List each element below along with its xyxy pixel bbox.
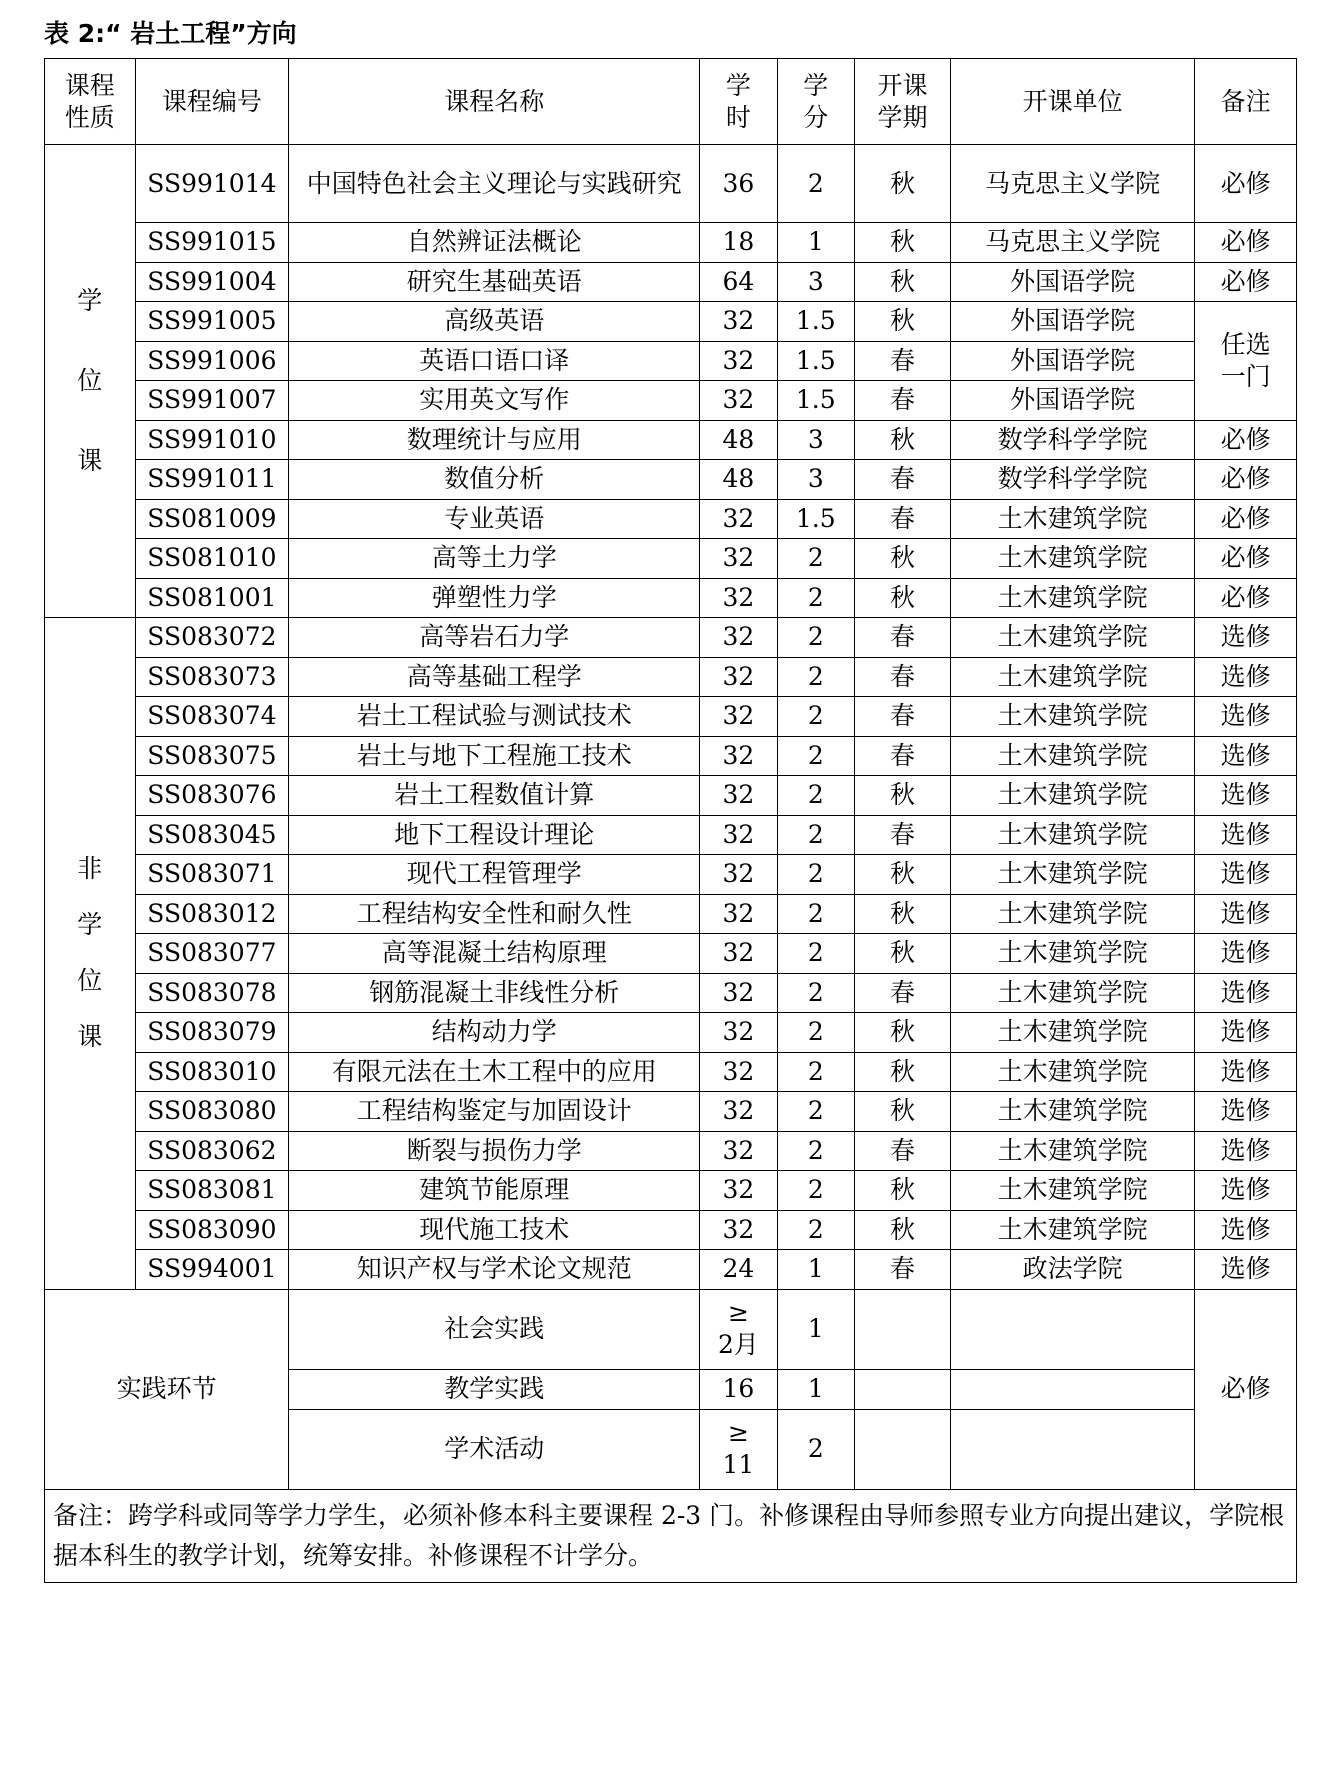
- course-term: 秋: [854, 1052, 950, 1092]
- course-credits: 1.5: [777, 381, 854, 421]
- course-code: SS991010: [135, 420, 289, 460]
- table-row: [45, 420, 1297, 460]
- practice-remark: 必修: [1195, 1289, 1297, 1489]
- course-term: 秋: [854, 223, 950, 263]
- course-term: 秋: [854, 894, 950, 934]
- course-dept: 土木建筑学院: [951, 1171, 1195, 1211]
- course-remark: 选修: [1195, 1250, 1297, 1290]
- table-row: [45, 381, 1297, 421]
- course-name: 工程结构安全性和耐久性: [289, 894, 700, 934]
- table-row: [45, 223, 1297, 263]
- practice-dept-empty: [951, 1409, 1195, 1489]
- course-credits: 2: [777, 855, 854, 895]
- course-name: 专业英语: [289, 499, 700, 539]
- table-row: [45, 499, 1297, 539]
- course-hours: 32: [700, 934, 777, 974]
- course-credits: 2: [777, 776, 854, 816]
- course-credits: 2: [777, 1013, 854, 1053]
- course-code: SS991005: [135, 302, 289, 342]
- header-term: 开课 学期: [854, 59, 950, 145]
- course-dept: 土木建筑学院: [951, 657, 1195, 697]
- course-hours: 32: [700, 736, 777, 776]
- course-remark: 选修: [1195, 973, 1297, 1013]
- course-hours: 32: [700, 341, 777, 381]
- course-term: 秋: [854, 934, 950, 974]
- course-term: 秋: [854, 855, 950, 895]
- course-term: 秋: [854, 1092, 950, 1132]
- table-row: [45, 934, 1297, 974]
- practice-dept-empty: [951, 1369, 1195, 1409]
- course-dept: 政法学院: [951, 1250, 1195, 1290]
- table-row: [45, 1131, 1297, 1171]
- course-dept: 土木建筑学院: [951, 973, 1195, 1013]
- course-code: SS083074: [135, 697, 289, 737]
- course-term: 春: [854, 1250, 950, 1290]
- course-credits: 2: [777, 1052, 854, 1092]
- table-row: [45, 618, 1297, 658]
- course-name: 知识产权与学术论文规范: [289, 1250, 700, 1290]
- course-hours: 32: [700, 1171, 777, 1211]
- course-term: 秋: [854, 1171, 950, 1211]
- course-remark: 选修: [1195, 776, 1297, 816]
- course-credits: 2: [777, 1092, 854, 1132]
- course-remark: 选修: [1195, 1092, 1297, 1132]
- practice-term-empty: [854, 1409, 950, 1489]
- course-name: 实用英文写作: [289, 381, 700, 421]
- course-credits: 2: [777, 657, 854, 697]
- header-remark: 备注: [1195, 59, 1297, 145]
- course-hours: 32: [700, 381, 777, 421]
- table-row: [45, 855, 1297, 895]
- practice-term-empty: [854, 1289, 950, 1369]
- course-name: 工程结构鉴定与加固设计: [289, 1092, 700, 1132]
- course-term: 春: [854, 618, 950, 658]
- practice-hours: ≥ 11: [700, 1409, 777, 1489]
- course-name: 数理统计与应用: [289, 420, 700, 460]
- course-hours: 18: [700, 223, 777, 263]
- course-credits: 2: [777, 539, 854, 579]
- course-credits: 1.5: [777, 341, 854, 381]
- course-code: SS991006: [135, 341, 289, 381]
- course-name: 地下工程设计理论: [289, 815, 700, 855]
- course-name: 钢筋混凝土非线性分析: [289, 973, 700, 1013]
- course-dept: 马克思主义学院: [951, 223, 1195, 263]
- table-row: [45, 776, 1297, 816]
- course-remark: 选修: [1195, 1171, 1297, 1211]
- table-row: [45, 815, 1297, 855]
- course-credits: 3: [777, 460, 854, 500]
- course-hours: 24: [700, 1250, 777, 1290]
- course-code: SS081009: [135, 499, 289, 539]
- course-code: SS083010: [135, 1052, 289, 1092]
- course-dept: 土木建筑学院: [951, 618, 1195, 658]
- course-credits: 1: [777, 223, 854, 263]
- course-remark: 任选 一门: [1195, 302, 1297, 421]
- header-nature: 课程 性质: [45, 59, 136, 145]
- course-code: SS083090: [135, 1210, 289, 1250]
- course-credits: 2: [777, 1171, 854, 1211]
- course-credits: 2: [777, 697, 854, 737]
- course-name: 岩土与地下工程施工技术: [289, 736, 700, 776]
- course-term: 秋: [854, 1210, 950, 1250]
- course-dept: 土木建筑学院: [951, 539, 1195, 579]
- course-remark: 选修: [1195, 697, 1297, 737]
- course-dept: 土木建筑学院: [951, 1052, 1195, 1092]
- course-code: SS083045: [135, 815, 289, 855]
- course-dept: 数学科学学院: [951, 460, 1195, 500]
- course-hours: 32: [700, 1210, 777, 1250]
- course-remark: 选修: [1195, 894, 1297, 934]
- course-credits: 2: [777, 815, 854, 855]
- course-term: 秋: [854, 1013, 950, 1053]
- course-term: 春: [854, 499, 950, 539]
- course-credits: 2: [777, 578, 854, 618]
- header-code: 课程编号: [135, 59, 289, 145]
- course-name: 岩土工程试验与测试技术: [289, 697, 700, 737]
- course-name: 现代施工技术: [289, 1210, 700, 1250]
- course-term: 春: [854, 1131, 950, 1171]
- course-name: 断裂与损伤力学: [289, 1131, 700, 1171]
- course-name: 结构动力学: [289, 1013, 700, 1053]
- course-credits: 2: [777, 934, 854, 974]
- course-code: SS083075: [135, 736, 289, 776]
- course-name: 高等岩石力学: [289, 618, 700, 658]
- practice-hours: 16: [700, 1369, 777, 1409]
- practice-dept-empty: [951, 1289, 1195, 1369]
- practice-name: 社会实践: [289, 1289, 700, 1369]
- table-row: [45, 1092, 1297, 1132]
- practice-term-empty: [854, 1369, 950, 1409]
- table-row: [45, 1250, 1297, 1290]
- course-code: SS083076: [135, 776, 289, 816]
- course-code: SS991015: [135, 223, 289, 263]
- course-name: 英语口语口译: [289, 341, 700, 381]
- course-name: 自然辨证法概论: [289, 223, 700, 263]
- table-row: [45, 302, 1297, 342]
- course-credits: 2: [777, 145, 854, 223]
- course-remark: 必修: [1195, 223, 1297, 263]
- course-term: 秋: [854, 420, 950, 460]
- practice-credits: 1: [777, 1369, 854, 1409]
- course-table: [44, 58, 1297, 1583]
- practice-credits: 1: [777, 1289, 854, 1369]
- course-code: SS083078: [135, 973, 289, 1013]
- course-hours: 32: [700, 973, 777, 1013]
- course-name: 有限元法在土木工程中的应用: [289, 1052, 700, 1092]
- course-hours: 36: [700, 145, 777, 223]
- course-remark: 选修: [1195, 855, 1297, 895]
- course-hours: 32: [700, 302, 777, 342]
- course-dept: 土木建筑学院: [951, 499, 1195, 539]
- category-degree: 学 位 课: [45, 145, 136, 618]
- course-name: 岩土工程数值计算: [289, 776, 700, 816]
- course-hours: 32: [700, 618, 777, 658]
- course-dept: 土木建筑学院: [951, 736, 1195, 776]
- course-remark: 选修: [1195, 657, 1297, 697]
- course-credits: 2: [777, 736, 854, 776]
- note-text: 备注：跨学科或同等学力学生，必须补修本科主要课程 2-3 门。补修课程由导师参照专业方向提出建议，学院根据本科生的教学计划，统筹安排。补修课程不计学分。: [45, 1489, 1297, 1582]
- course-credits: 3: [777, 420, 854, 460]
- course-dept: 土木建筑学院: [951, 776, 1195, 816]
- note-row: [45, 1489, 1297, 1582]
- course-remark: 必修: [1195, 145, 1297, 223]
- course-dept: 土木建筑学院: [951, 815, 1195, 855]
- course-code: SS083012: [135, 894, 289, 934]
- course-dept: 土木建筑学院: [951, 855, 1195, 895]
- table-row: [45, 657, 1297, 697]
- header-row: [45, 59, 1297, 145]
- course-name: 建筑节能原理: [289, 1171, 700, 1211]
- course-dept: 外国语学院: [951, 262, 1195, 302]
- practice-name: 学术活动: [289, 1409, 700, 1489]
- course-term: 春: [854, 697, 950, 737]
- course-hours: 48: [700, 420, 777, 460]
- table-row: [45, 145, 1297, 223]
- table-row: [45, 460, 1297, 500]
- table-row: [45, 1052, 1297, 1092]
- course-hours: 32: [700, 1052, 777, 1092]
- practice-row: [45, 1289, 1297, 1369]
- table-caption: 表 2:“ 岩土工程”方向: [44, 19, 297, 48]
- course-dept: 数学科学学院: [951, 420, 1195, 460]
- course-remark: 选修: [1195, 815, 1297, 855]
- course-name: 现代工程管理学: [289, 855, 700, 895]
- course-remark: 必修: [1195, 262, 1297, 302]
- course-name: 高等土力学: [289, 539, 700, 579]
- course-name: 高等混凝土结构原理: [289, 934, 700, 974]
- course-remark: 选修: [1195, 1052, 1297, 1092]
- course-credits: 1.5: [777, 499, 854, 539]
- course-dept: 马克思主义学院: [951, 145, 1195, 223]
- course-credits: 2: [777, 1210, 854, 1250]
- course-hours: 32: [700, 499, 777, 539]
- course-dept: 外国语学院: [951, 302, 1195, 342]
- course-hours: 64: [700, 262, 777, 302]
- course-hours: 32: [700, 1092, 777, 1132]
- course-remark: 必修: [1195, 460, 1297, 500]
- table-row: [45, 736, 1297, 776]
- course-dept: 土木建筑学院: [951, 697, 1195, 737]
- course-code: SS991011: [135, 460, 289, 500]
- practice-name: 教学实践: [289, 1369, 700, 1409]
- course-code: SS083073: [135, 657, 289, 697]
- course-hours: 32: [700, 697, 777, 737]
- course-hours: 32: [700, 1013, 777, 1053]
- course-term: 春: [854, 973, 950, 1013]
- course-name: 中国特色社会主义理论与实践研究: [289, 145, 700, 223]
- table-row: [45, 894, 1297, 934]
- header-name: 课程名称: [289, 59, 700, 145]
- course-code: SS083077: [135, 934, 289, 974]
- course-remark: 必修: [1195, 420, 1297, 460]
- course-hours: 32: [700, 815, 777, 855]
- course-credits: 2: [777, 618, 854, 658]
- course-remark: 必修: [1195, 539, 1297, 579]
- practice-label: 实践环节: [45, 1289, 289, 1489]
- course-term: 春: [854, 460, 950, 500]
- course-name: 高级英语: [289, 302, 700, 342]
- course-term: 秋: [854, 578, 950, 618]
- course-dept: 外国语学院: [951, 341, 1195, 381]
- course-name: 数值分析: [289, 460, 700, 500]
- course-term: 春: [854, 381, 950, 421]
- course-remark: 选修: [1195, 934, 1297, 974]
- course-dept: 土木建筑学院: [951, 934, 1195, 974]
- course-remark: 选修: [1195, 736, 1297, 776]
- course-credits: 1: [777, 1250, 854, 1290]
- table-row: [45, 1013, 1297, 1053]
- table-row: [45, 973, 1297, 1013]
- course-credits: 3: [777, 262, 854, 302]
- course-credits: 2: [777, 894, 854, 934]
- course-name: 高等基础工程学: [289, 657, 700, 697]
- course-code: SS991014: [135, 145, 289, 223]
- course-code: SS083062: [135, 1131, 289, 1171]
- course-dept: 土木建筑学院: [951, 1210, 1195, 1250]
- course-code: SS994001: [135, 1250, 289, 1290]
- course-dept: 土木建筑学院: [951, 1092, 1195, 1132]
- course-code: SS083072: [135, 618, 289, 658]
- table-row: [45, 578, 1297, 618]
- course-code: SS083079: [135, 1013, 289, 1053]
- course-credits: 2: [777, 1131, 854, 1171]
- course-credits: 1.5: [777, 302, 854, 342]
- table-row: [45, 539, 1297, 579]
- course-dept: 土木建筑学院: [951, 894, 1195, 934]
- course-remark: 选修: [1195, 1013, 1297, 1053]
- course-term: 秋: [854, 262, 950, 302]
- header-credits: 学 分: [777, 59, 854, 145]
- course-remark: 必修: [1195, 499, 1297, 539]
- course-hours: 32: [700, 855, 777, 895]
- course-remark: 选修: [1195, 1210, 1297, 1250]
- header-dept: 开课单位: [951, 59, 1195, 145]
- course-term: 秋: [854, 302, 950, 342]
- course-remark: 必修: [1195, 578, 1297, 618]
- practice-credits: 2: [777, 1409, 854, 1489]
- course-term: 春: [854, 815, 950, 855]
- practice-hours: ≥ 2月: [700, 1289, 777, 1369]
- course-hours: 32: [700, 776, 777, 816]
- course-code: SS991004: [135, 262, 289, 302]
- course-credits: 2: [777, 973, 854, 1013]
- course-remark: 选修: [1195, 618, 1297, 658]
- course-hours: 32: [700, 539, 777, 579]
- course-hours: 32: [700, 1131, 777, 1171]
- course-dept: 土木建筑学院: [951, 1131, 1195, 1171]
- table-row: [45, 262, 1297, 302]
- course-code: SS083081: [135, 1171, 289, 1211]
- table-row: [45, 697, 1297, 737]
- course-hours: 32: [700, 578, 777, 618]
- course-term: 春: [854, 657, 950, 697]
- course-code: SS081001: [135, 578, 289, 618]
- course-hours: 32: [700, 894, 777, 934]
- course-hours: 32: [700, 657, 777, 697]
- course-term: 秋: [854, 145, 950, 223]
- course-code: SS083080: [135, 1092, 289, 1132]
- course-name: 弹塑性力学: [289, 578, 700, 618]
- course-term: 春: [854, 341, 950, 381]
- course-dept: 土木建筑学院: [951, 1013, 1195, 1053]
- course-code: SS081010: [135, 539, 289, 579]
- course-remark: 选修: [1195, 1131, 1297, 1171]
- course-dept: 土木建筑学院: [951, 578, 1195, 618]
- table-row: [45, 1210, 1297, 1250]
- course-term: 春: [854, 736, 950, 776]
- course-code: SS083071: [135, 855, 289, 895]
- table-row: [45, 341, 1297, 381]
- table-row: [45, 1171, 1297, 1211]
- course-code: SS991007: [135, 381, 289, 421]
- course-term: 秋: [854, 539, 950, 579]
- header-hours: 学 时: [700, 59, 777, 145]
- course-dept: 外国语学院: [951, 381, 1195, 421]
- course-term: 秋: [854, 776, 950, 816]
- category-nondegree: 非 学 位 课: [45, 618, 136, 1290]
- course-name: 研究生基础英语: [289, 262, 700, 302]
- course-hours: 48: [700, 460, 777, 500]
